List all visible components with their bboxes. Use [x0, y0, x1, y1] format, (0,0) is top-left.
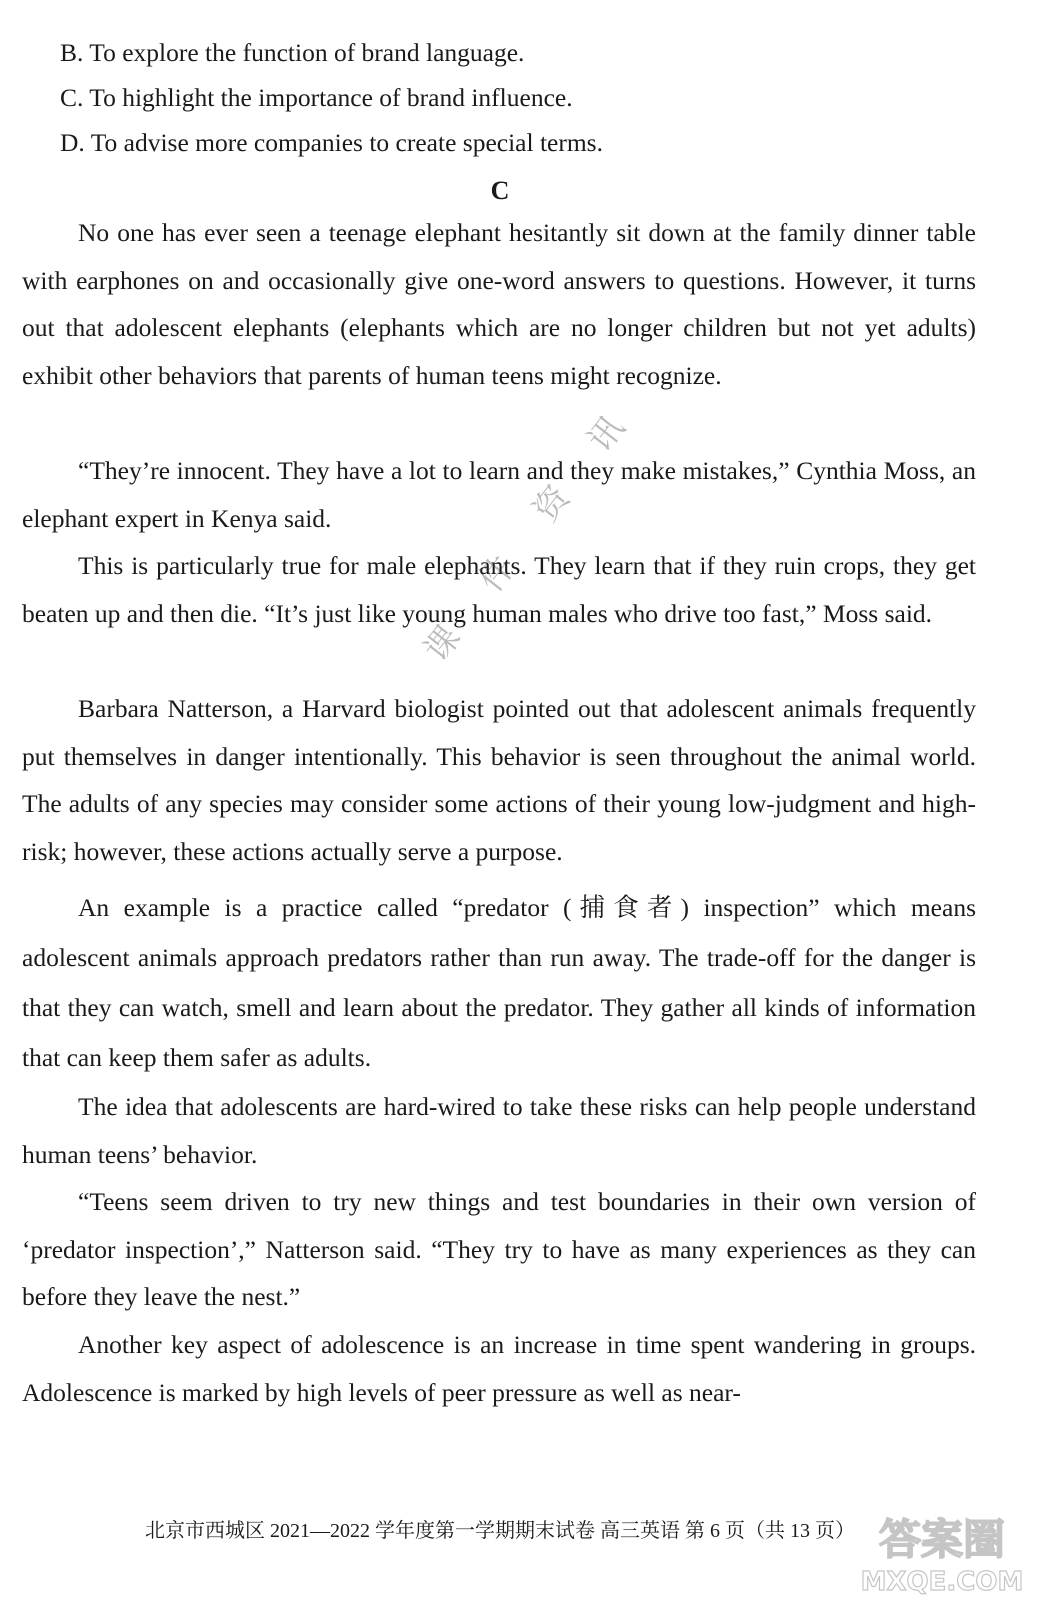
- page-footer: 北京市西城区 2021—2022 学年度第一学期期末试卷 高三英语 第 6 页（共 13 页）: [145, 1520, 855, 1542]
- logo-url: MXQE.COM: [860, 1567, 1024, 1596]
- paragraph-moss-quote: “They’re innocent. They have a lot to learn and they make mistakes,” Cynthia Moss, an elephant expert in Kenya said.: [22, 456, 976, 533]
- section-heading: C: [490, 176, 510, 205]
- paragraph-male-elephants: This is particularly true for male elephants. They learn that if they ruin crops, they get beaten up and then die. “It’s just like young human males who drive too fast,” Moss said.: [22, 551, 976, 628]
- paragraph-natterson: Barbara Natterson, a Harvard biologist pointed out that adolescent animals frequently put themselves in danger intentionally. This behavior is seen throughout the animal world. The adults of any species may consider some actions of their young low-judgment and high-risk; however, these actions actually serve a purpose.: [22, 694, 976, 866]
- paragraph-intro: No one has ever seen a teenage elephant hesitantly sit down at the family dinner table with earphones on and occasionally give one-word answers to questions. However, it turns out that adolescent elephants (elephants which are no longer children but not yet adults) exhibit other behaviors that parents of human teens might recognize.: [22, 218, 976, 390]
- site-logo: [844, 1508, 1040, 1596]
- paragraph-hard-wired: The idea that adolescents are hard-wired to take these risks can help people understand human teens’ behavior.: [22, 1092, 976, 1169]
- answer-option-c: C. To highlight the importance of brand influence.: [60, 83, 573, 112]
- logo-title: 答案圈: [878, 1515, 1006, 1564]
- paragraph-groups: Another key aspect of adolescence is an increase in time spent wandering in groups. Adolescence is marked by high levels of peer pressure as well as near-: [22, 1330, 976, 1407]
- paragraph-predator-inspection: An example is a practice called “predator (捕食者) inspection” which means adolescent animals approach predators rather than run away. The trade-off for the danger is that they can watch, smell and learn about the predator. They gather all kinds of information that can keep them safer as adults.: [22, 893, 976, 1072]
- diagonal-watermark: 课 件 资 讯: [416, 390, 647, 670]
- paragraph-teens-quote: “Teens seem driven to try new things and test boundaries in their own version of ‘predator inspection’,” Natterson said. “They try to have as many experiences as they can before they leave the nest.”: [22, 1187, 976, 1311]
- answer-option-b: B. To explore the function of brand language.: [60, 38, 525, 67]
- answer-option-d: D. To advise more companies to create special terms.: [60, 128, 603, 157]
